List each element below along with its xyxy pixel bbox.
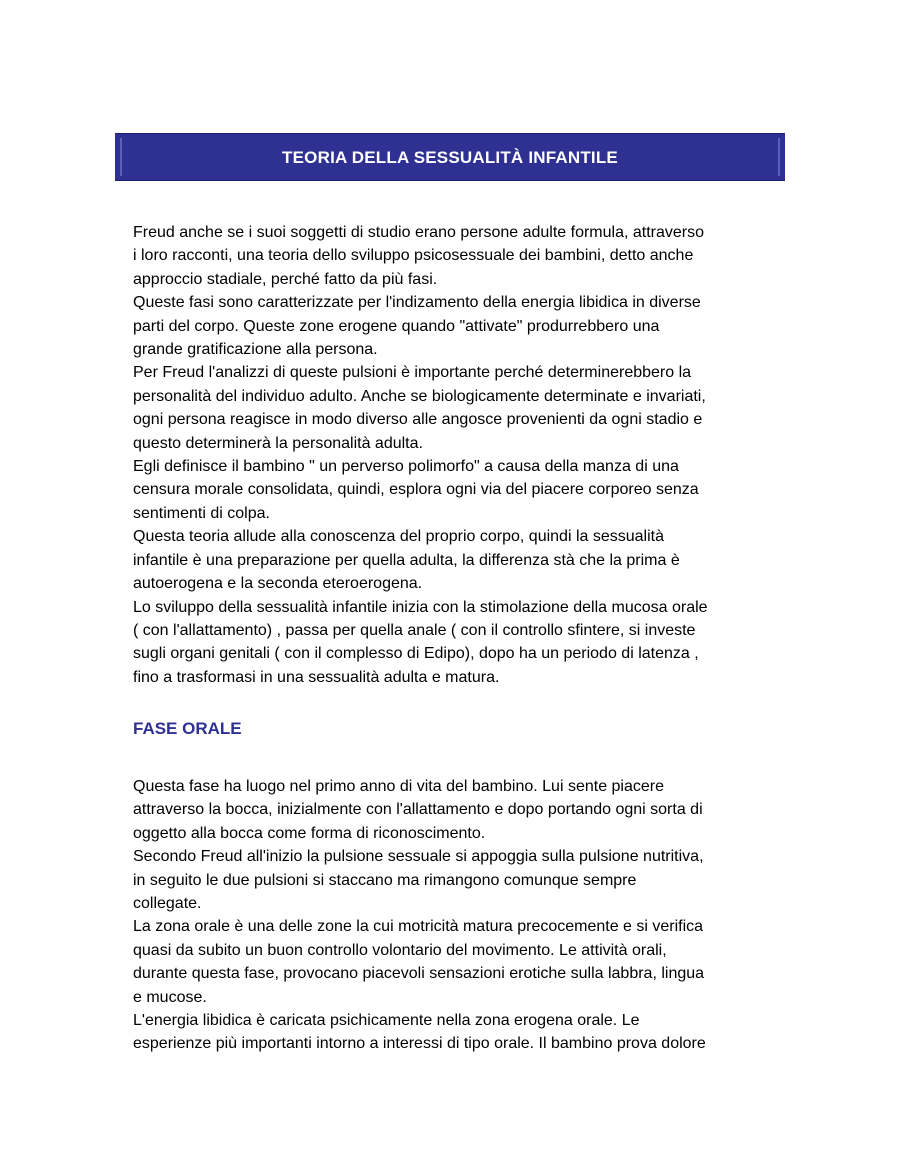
text-line: infantile è una preparazione per quella adulta, la differenza stà che la prima è [133, 551, 680, 569]
text-line: sentimenti di colpa. [133, 504, 270, 522]
fase-orale-text-block [133, 775, 783, 1056]
page-title: TEORIA DELLA SESSUALITÀ INFANTILE [282, 148, 618, 167]
text-line: fino a trasformasi in una sessualità adulta e matura. [133, 668, 500, 686]
text-line: approccio stadiale, perché fatto da più fasi. [133, 270, 438, 288]
text-line: Queste fasi sono caratterizzate per l'indizamento della energia libidica in diverse [133, 294, 701, 312]
text-line: oggetto alla bocca come forma di riconoscimento. [133, 824, 486, 842]
text-line: ogni persona reagisce in modo diverso alle angosce provenienti da ogni stadio e [133, 411, 703, 429]
text-line: Questa fase ha luogo nel primo anno di vita del bambino. Lui sente piacere [133, 778, 665, 795]
text-line: in seguito le due pulsioni si staccano ma rimangono comunque sempre [133, 871, 637, 889]
text-line: Questa teoria allude alla conoscenza del proprio corpo, quindi la sessualità [133, 528, 664, 546]
text-line: ( con l'allattamento) , passa per quella anale ( con il controllo sfintere, si investe [133, 621, 696, 639]
text-line: quasi da subito un buon controllo volontario del movimento. Le attività orali, [133, 941, 667, 959]
text-line: sugli organi genitali ( con il complesso di Edipo), dopo ha un periodo di latenza , [133, 645, 699, 663]
title-banner [115, 133, 785, 181]
text-line: grande gratificazione alla persona. [133, 341, 378, 359]
intro-text-block [133, 221, 783, 689]
text-line: esperienze più importanti intorno a interessi di tipo orale. Il bambino prova dolore [133, 1035, 706, 1053]
text-line: i loro racconti, una teoria dello sviluppo psicosessuale dei bambini, detto anche [133, 247, 694, 265]
text-line: La zona orale è una delle zone la cui motricità matura precocemente e si verifica [133, 918, 704, 936]
text-line: Freud anche se i suoi soggetti di studio erano persone adulte formula, attraverso [133, 224, 704, 241]
text-line: personalità del individuo adulto. Anche se biologicamente determinate e invariati, [133, 387, 706, 405]
text-line: parti del corpo. Queste zone erogene quando "attivate" produrrebbero una [133, 317, 660, 335]
text-line: Secondo Freud all'inizio la pulsione sessuale si appoggia sulla pulsione nutritiva, [133, 848, 704, 866]
text-line: e mucose. [133, 988, 207, 1006]
text-line: durante questa fase, provocano piacevoli sensazioni erotiche sulla labbra, lingua [133, 965, 705, 983]
text-line: L'energia libidica è caricata psichicamente nella zona erogena orale. Le [133, 1012, 640, 1030]
section-heading-fase-orale: FASE ORALE [133, 719, 242, 738]
text-line: Egli definisce il bambino " un perverso polimorfo" a causa della manza di una [133, 458, 679, 476]
text-line: Lo sviluppo della sessualità infantile inizia con la stimolazione della mucosa orale [133, 598, 708, 616]
text-line: Per Freud l'analizzi di queste pulsioni è importante perché determinerebbero la [133, 364, 692, 382]
text-line: questo determinerà la personalità adulta. [133, 434, 423, 452]
text-line: autoerogena e la seconda eteroerogena. [133, 575, 423, 593]
text-line: collegate. [133, 895, 202, 913]
text-line: censura morale consolidata, quindi, esplora ogni via del piacere corporeo senza [133, 481, 699, 499]
text-line: attraverso la bocca, inizialmente con l'allattamento e dopo portando ogni sorta di [133, 801, 703, 819]
